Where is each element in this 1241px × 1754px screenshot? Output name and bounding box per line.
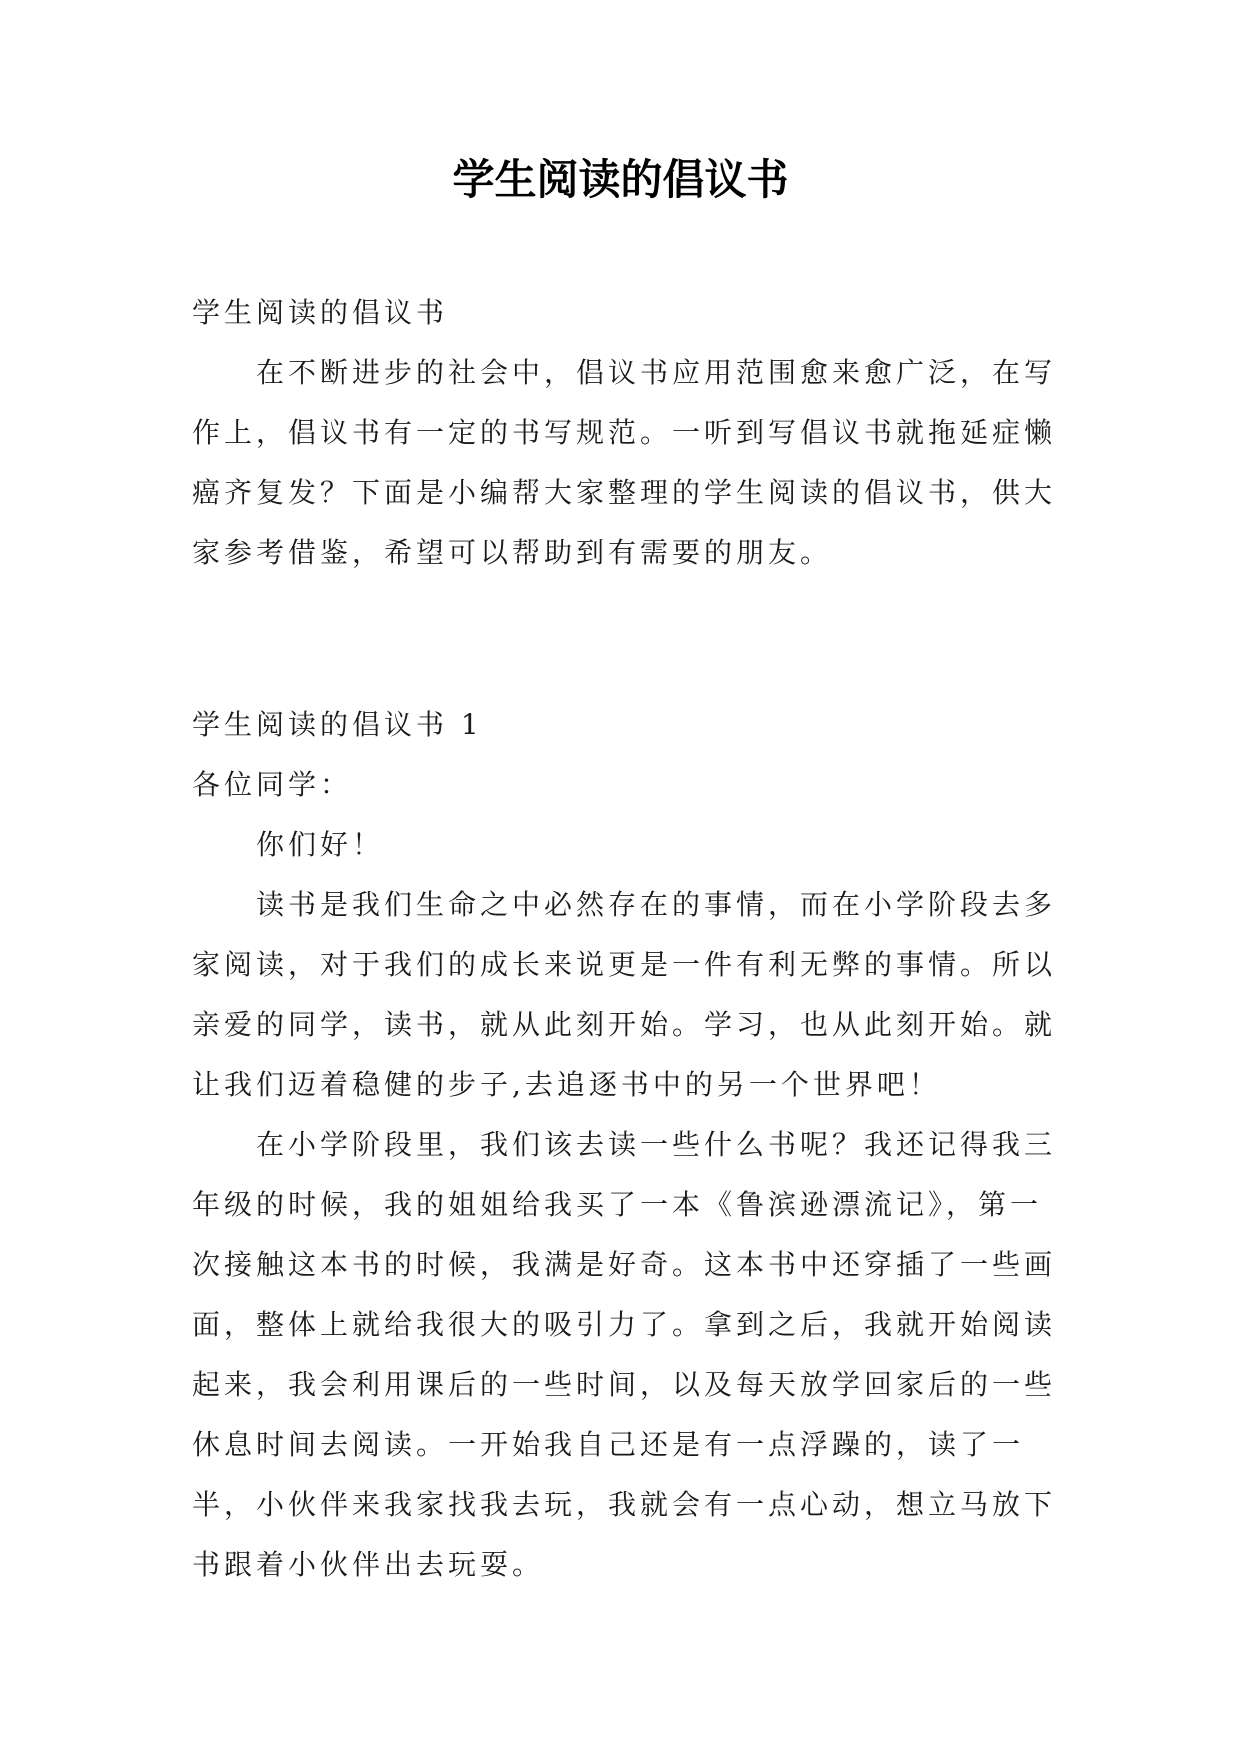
document-title: 学生阅读的倡议书 — [452, 155, 789, 204]
body-paragraph: 读书是我们生命之中必然存在的事情，而在小学阶段去多家阅读，对于我们的成长来说更是一件有利无弊的事情。所以亲爱的同学，读书，就从此刻开始。学习，也从此刻开始。就让我们迈着稳健的步子,去追逐书中的另一个世界吧！ — [192, 888, 1057, 1101]
intro-paragraph: 在不断进步的社会中，倡议书应用范围愈来愈广泛，在写作上，倡议书有一定的书写规范。一听到写倡议书就拖延症懒癌齐复发？下面是小编帮大家整理的学生阅读的倡议书，供大家参考借鉴，希望可以帮助到有需要的朋友。 — [192, 356, 1057, 569]
body-paragraph: 在小学阶段里，我们该去读一些什么书呢？我还记得我三年级的时候，我的姐姐给我买了一本《鲁滨逊漂流记》，第一次接触这本书的时候，我满是好奇。这本书中还穿插了一些画面，整体上就给我很大的吸引力了。拿到之后，我就开始阅读起来，我会利用课后的一些时间，以及每天放学回家后的一些休息时间去阅读。一开始我自己还是有一点浮躁的，读了一半，小伙伴来我家找我去玩，我就会有一点心动，想立马放下书跟着小伙伴出去玩耍。 — [192, 1128, 1057, 1581]
section-heading: 学生阅读的倡议书 1 — [192, 708, 483, 741]
salutation: 各位同学： — [192, 768, 353, 801]
letter-section — [192, 695, 1062, 1595]
document-subtitle: 学生阅读的倡议书 — [192, 296, 449, 329]
intro-section — [192, 283, 1062, 583]
greeting: 你们好！ — [256, 828, 385, 861]
